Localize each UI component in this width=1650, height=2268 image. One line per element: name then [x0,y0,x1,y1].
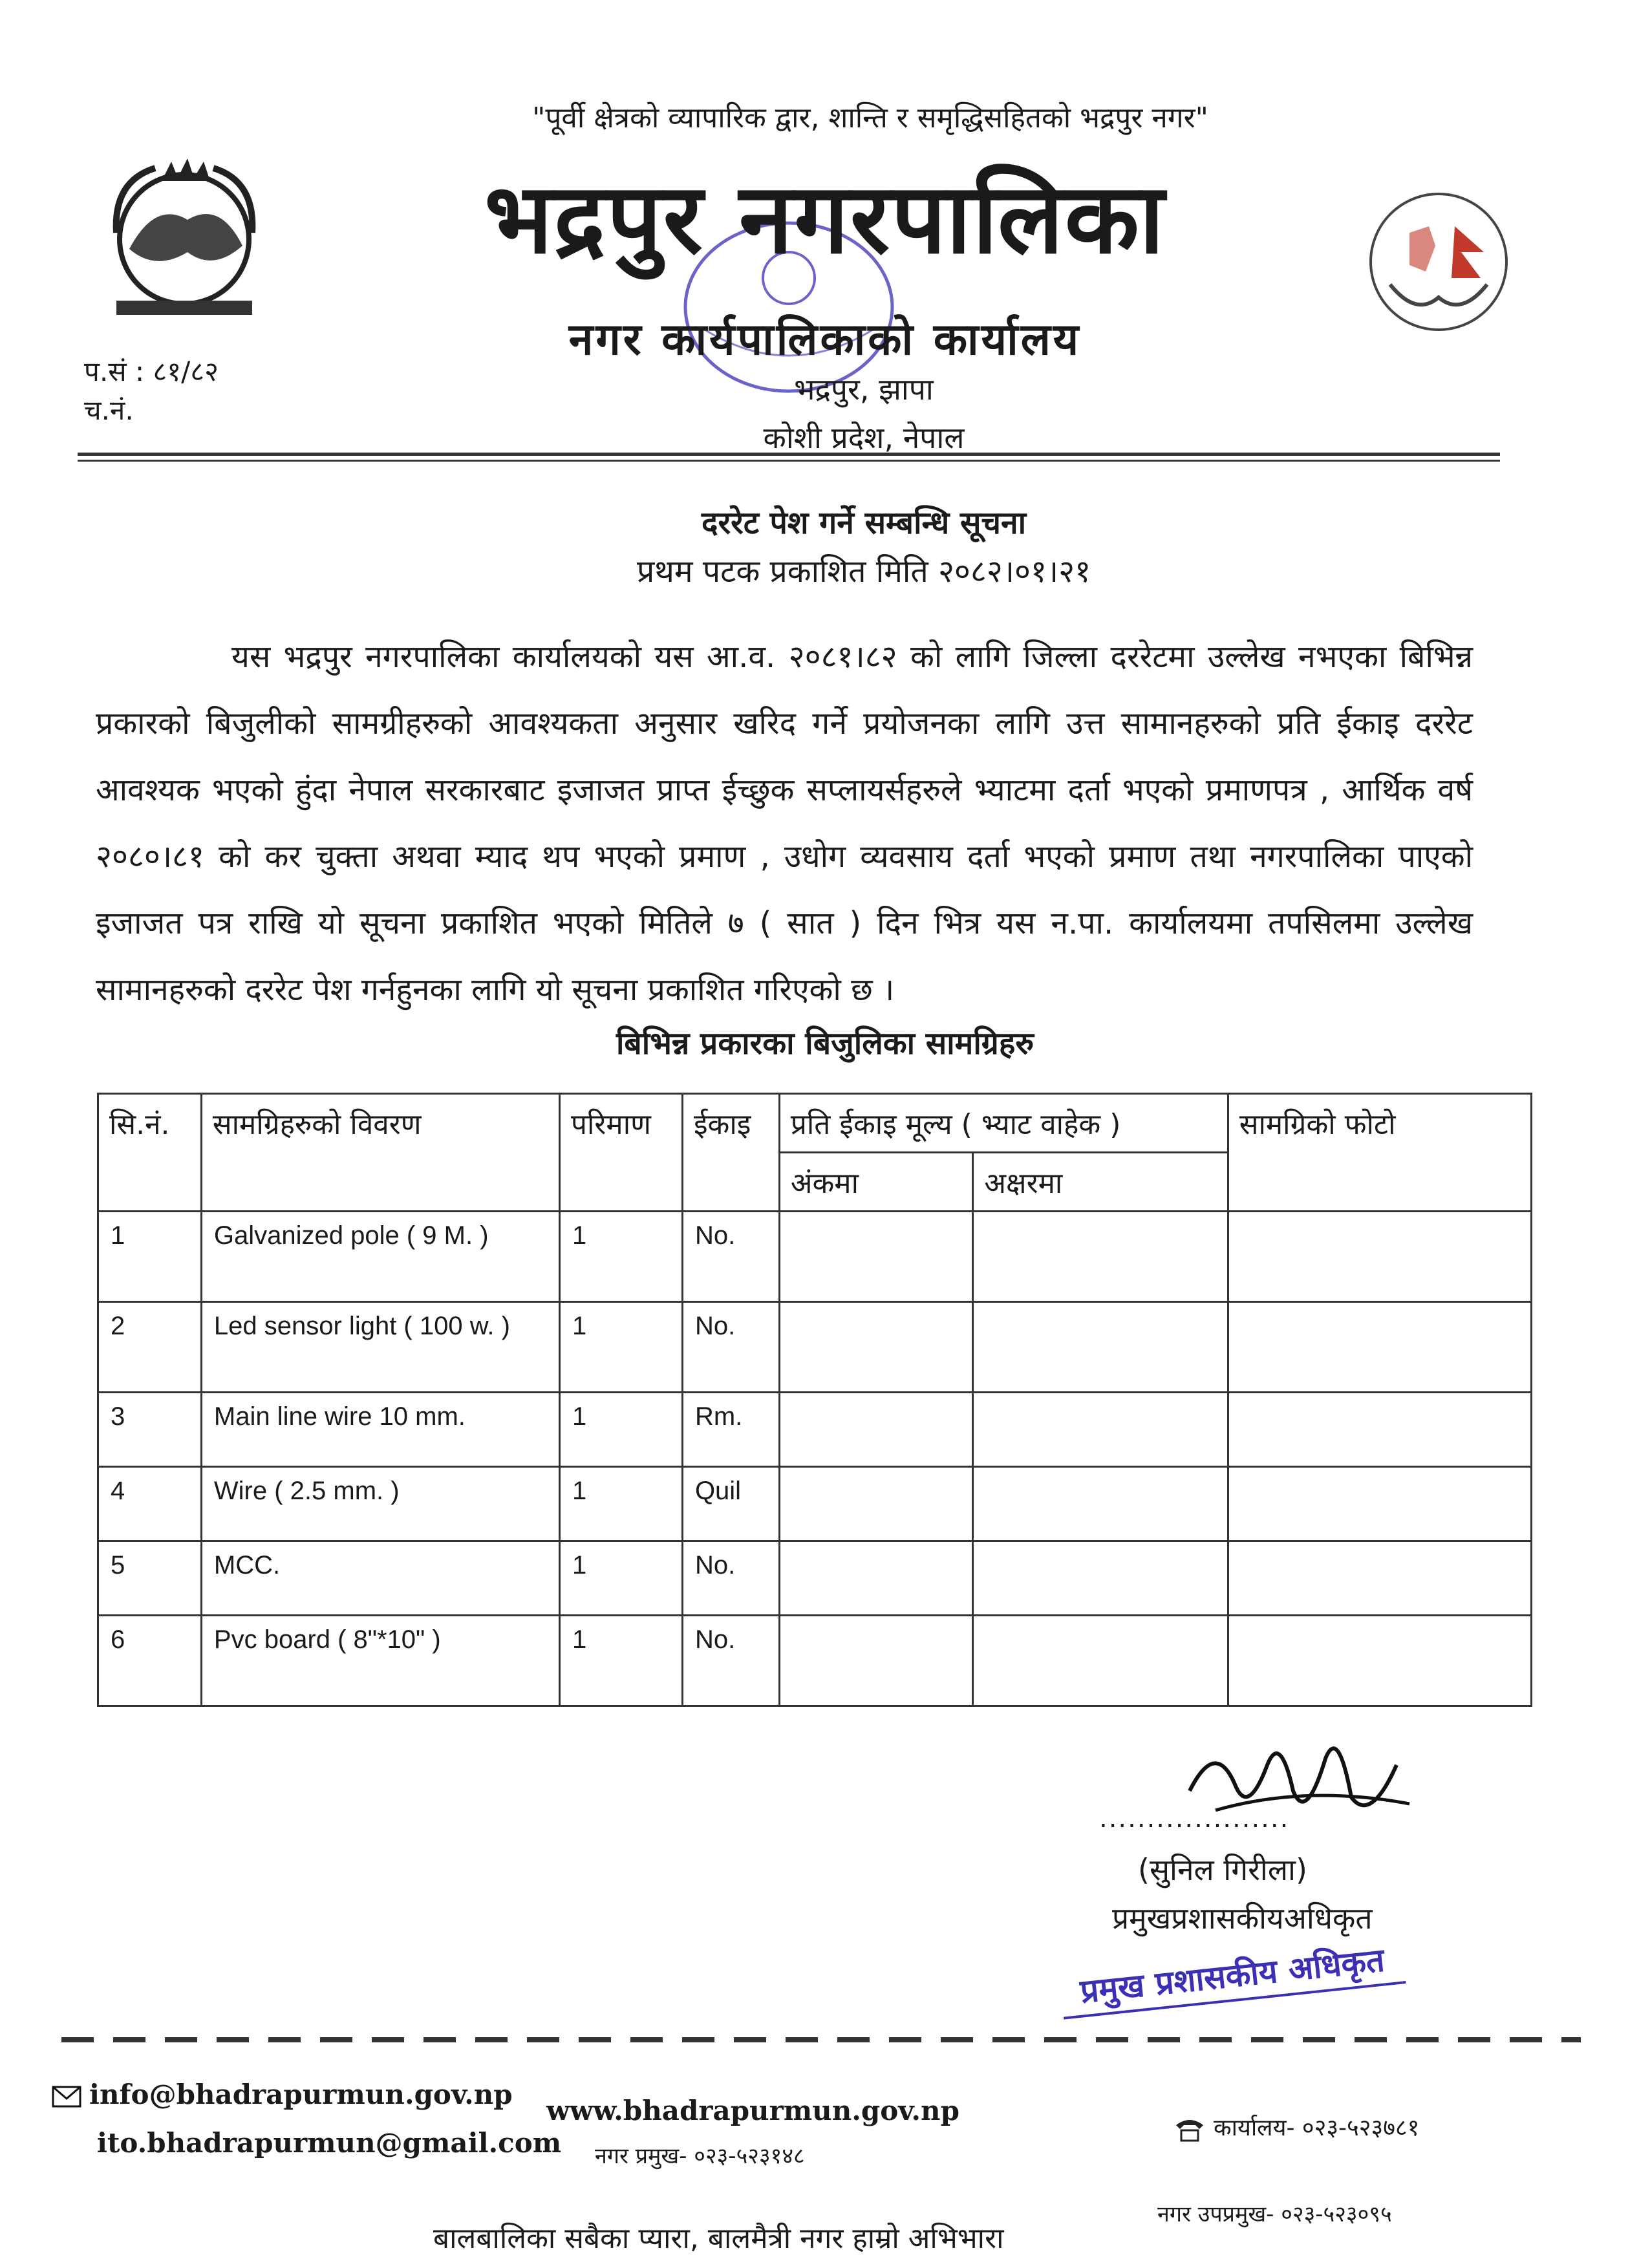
telephone-icon [1173,2116,1206,2142]
header-in-words: अक्षरमा [973,1153,1228,1212]
cell-in-figures [779,1541,973,1616]
cell-unit: No. [682,1212,779,1302]
header-divider [78,453,1500,462]
cell-unit: No. [682,1541,779,1616]
footer-email-primary[interactable] [52,2079,513,2110]
footer-deputy-phone: नगर उपप्रमुख- ०२३-५२३०९५ [1157,2201,1392,2227]
cell-description: Galvanized pole ( 9 M. ) [201,1212,559,1302]
cell-sn: 2 [98,1302,202,1393]
cell-photo [1228,1302,1531,1393]
cell-photo [1228,1212,1531,1302]
header-quantity: परिमाण [560,1094,683,1212]
cell-quantity: 1 [560,1616,683,1706]
cell-photo [1228,1467,1531,1541]
cell-in-words [973,1212,1228,1302]
cell-sn: 4 [98,1467,202,1541]
cell-unit: No. [682,1302,779,1393]
cell-in-figures [779,1616,973,1706]
signatory-title: प्रमुखप्रशासकीयअधिकृत [1112,1901,1373,1936]
cell-sn: 6 [98,1616,202,1706]
header-sn: सि.नं. [98,1094,202,1212]
cell-photo [1228,1616,1531,1706]
footer-mayor-phone: नगर प्रमुख- ०२३-५२३१४८ [595,2143,805,2169]
cell-description: Wire ( 2.5 mm. ) [201,1467,559,1541]
cell-sn: 5 [98,1541,202,1616]
cell-in-figures [779,1393,973,1467]
cell-in-figures [779,1212,973,1302]
cell-description: Led sensor light ( 100 w. ) [201,1302,559,1393]
cell-in-words [973,1302,1228,1393]
cell-sn: 3 [98,1393,202,1467]
office-subtitle: नगर कार्यपालिकाको कार्यालय [568,314,1082,365]
footer-email-secondary[interactable]: ito.bhadrapurmun@gmail.com [97,2127,562,2159]
signature-dots: .................... [1099,1804,1290,1834]
cell-quantity: 1 [560,1467,683,1541]
designation-stamp: प्रमुख प्रशासकीय अधिकृत [1058,1934,1406,2019]
notice-title: दररेट पेश गर्ने सम्बन्धि सूचना [701,505,1027,541]
header-slogan: "पूर्वी क्षेत्रको व्यापारिक द्वार, शान्ति र समृद्धिसहितको भद्रपुर नगर" [532,102,1208,134]
cell-in-words [973,1467,1228,1541]
table-row [98,1302,1532,1393]
footer-office-phone [1173,2111,1419,2143]
email-icon [52,2086,81,2108]
table-row [98,1467,1532,1541]
cell-description: MCC. [201,1541,559,1616]
header-in-figures: अंकमा [779,1153,973,1212]
header-unit: ईकाइ [682,1094,779,1212]
cell-in-words [973,1616,1228,1706]
notice-published-date: प्रथम पटक प्रकाशित मिति २०८२।०१।२१ [636,553,1091,590]
header-price: प्रति ईकाइ मूल्य ( भ्याट वाहेक ) [779,1094,1228,1153]
reference-number: प.सं : ८१/८२ [84,356,219,387]
cell-photo [1228,1393,1531,1467]
cell-in-words [973,1541,1228,1616]
cell-quantity: 1 [560,1302,683,1393]
header-description: सामग्रिहरुको विवरण [201,1094,559,1212]
cell-quantity: 1 [560,1541,683,1616]
address-line-2: कोशी प्रदेश, नेपाल [763,420,965,455]
cell-unit: Quil [682,1467,779,1541]
cell-quantity: 1 [560,1393,683,1467]
cell-quantity: 1 [560,1212,683,1302]
signatory-name: (सुनिल गिरीला) [1138,1852,1307,1887]
address-line-1: भद्रपुर, झापा [794,372,934,407]
cell-description: Main line wire 10 mm. [201,1393,559,1467]
email-primary-text: info@bhadrapurmun.gov.np [89,2079,513,2110]
table-header-row [98,1094,1532,1153]
table-row [98,1393,1532,1467]
dispatch-number: च.नं. [84,394,134,426]
office-phone-text: कार्यालय- ०२३-५२३७८१ [1214,2115,1420,2141]
footer-website[interactable]: www.bhadrapurmun.gov.np [546,2095,959,2126]
header-photo: सामग्रिको फोटो [1228,1094,1531,1212]
footer-divider [61,2037,1581,2043]
footer-slogan: बालबालिका सबैका प्यारा, बालमैत्री नगर हाम्रो अभिभारा [433,2222,1004,2255]
cell-unit: No. [682,1616,779,1706]
cell-photo [1228,1541,1531,1616]
cell-unit: Rm. [682,1393,779,1467]
notice-body: यस भद्रपुर नगरपालिका कार्यालयको यस आ.व. २०८१।८२ को लागि जिल्ला दररेटमा उल्लेख नभएका बिभिन्न प्रकारको बिजुलीको सामग्रीहरुको आवश्यकता अनुसार खरिद गर्ने प्रयोजनका लागि उत्त सामानहरुको प्रति ईकाइ दररेट आवश्यक भएको हुंदा नेपाल सरकारबाट इजाजत प्राप्त ईच्छुक सप्लायर्सहरुले भ्याटमा दर्ता भएको प्रमाणपत्र , आर्थिक वर्ष २०८०।८१ को कर चुक्ता अथवा म्याद थप भएको प्रमाण , उधोग व्यवसाय दर्ता भएको प्रमाण तथा नगरपालिका पाएको इजाजत पत्र राखि यो सूचना प्रकाशित भएको मितिले ७ ( सात ) दिन भित्र यस न.पा. कार्यालयमा तपसिलमा उल्लेख सामानहरुको दररेट पेश गर्नहुनका लागि यो सूचना प्रकाशित गरिएको छ । [96,639,1473,1008]
cell-in-words [973,1393,1228,1467]
cell-in-figures [779,1467,973,1541]
cell-in-figures [779,1302,973,1393]
items-table [97,1093,1532,1707]
table-title: बिभिन्न प्रकारका बिजुलिका सामग्रिहरु [616,1025,1034,1062]
cell-description: Pvc board ( 8"*10" ) [201,1616,559,1706]
table-row [98,1616,1532,1706]
cell-sn: 1 [98,1212,202,1302]
office-title: भद्रपुर नगरपालिका [484,163,1166,275]
table-row [98,1541,1532,1616]
table-row [98,1212,1532,1302]
